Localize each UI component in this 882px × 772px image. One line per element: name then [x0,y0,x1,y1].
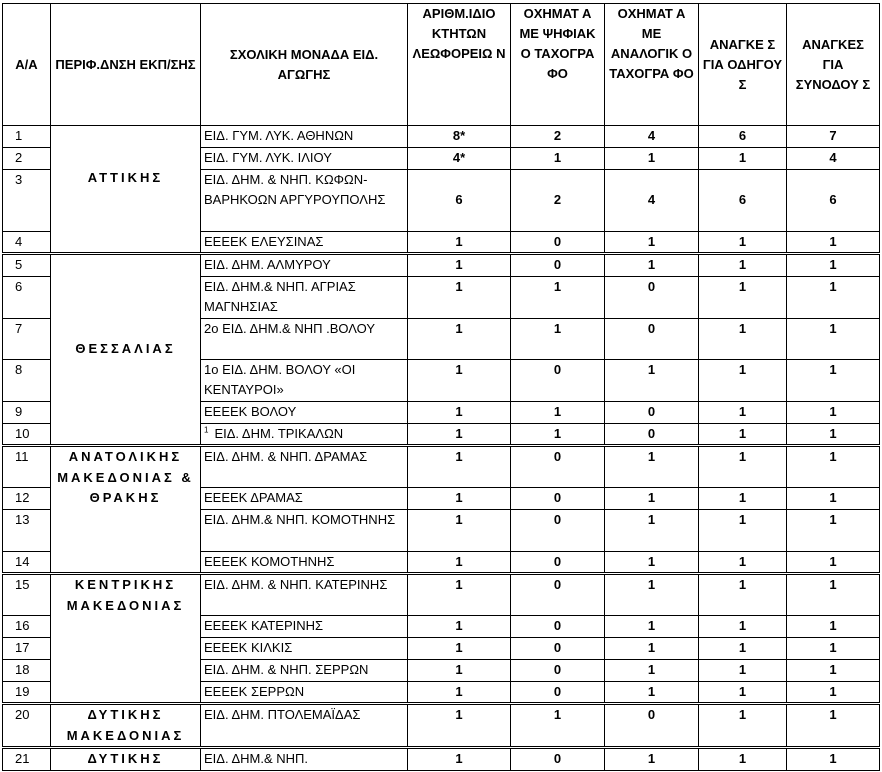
row-number: 12 [3,488,51,510]
value-buses: 1 [408,509,511,551]
value-analog: 1 [605,359,699,401]
row-number: 6 [3,276,51,318]
row-number: 7 [3,318,51,359]
row-number: 21 [3,748,51,771]
ordinal-superscript: 1 [204,425,209,435]
value-drivers: 1 [699,509,787,551]
row-number: 18 [3,659,51,681]
region-cell: ΚΕΝΤΡΙΚΗΣ ΜΑΚΕΔΟΝΙΑΣ [51,574,201,704]
value-escorts: 4 [787,147,880,169]
header-buses: ΑΡΙΘΜ.ΙΔΙΟ ΚΤΗΤΩΝ ΛΕΩΦΟΡΕΙΩ Ν [408,4,511,126]
value-escorts: 7 [787,126,880,148]
value-analog: 4 [605,169,699,231]
value-drivers: 1 [699,423,787,446]
school-name: ΕΕΕΕΚ ΣΕΡΡΩΝ [201,681,408,704]
header-analog: ΟΧΗΜΑΤ Α ΜΕ ΑΝΑΛΟΓΙΚ Ο ΤΑΧΟΓΡΑ ΦΟ [605,4,699,126]
value-drivers: 1 [699,147,787,169]
value-digital: 0 [511,616,605,638]
school-name: ΕΕΕΕΚ ΕΛΕΥΣΙΝΑΣ [201,231,408,254]
value-escorts: 1 [787,748,880,771]
value-digital: 1 [511,147,605,169]
region-cell: ΑΤΤΙΚΗΣ [51,126,201,254]
value-digital: 0 [511,231,605,254]
value-digital: 0 [511,638,605,660]
school-name: ΕΙΔ. ΓΥΜ. ΛΥΚ. ΙΛΙΟΥ [201,147,408,169]
table-row [3,446,880,488]
value-digital: 0 [511,446,605,488]
row-number: 11 [3,446,51,488]
row-number: 2 [3,147,51,169]
value-digital: 0 [511,359,605,401]
value-drivers: 1 [699,704,787,748]
school-name: ΕΙΔ. ΓΥΜ. ΛΥΚ. ΑΘΗΝΩΝ [201,126,408,148]
value-analog: 1 [605,551,699,574]
value-escorts: 1 [787,423,880,446]
row-number: 9 [3,401,51,423]
value-escorts: 1 [787,704,880,748]
school-name [201,423,408,446]
value-escorts: 1 [787,551,880,574]
value-digital: 0 [511,681,605,704]
region-cell: ΑΝΑΤΟΛΙΚΗΣ ΜΑΚΕΔΟΝΙΑΣ & ΘΡΑΚΗΣ [51,446,201,574]
school-name: ΕΕΕΕΚ ΚΟΜΟΤΗΝΗΣ [201,551,408,574]
value-analog: 1 [605,574,699,616]
row-number: 15 [3,574,51,616]
header-school: ΣΧΟΛΙΚΗ ΜΟΝΑΔΑ ΕΙΔ. ΑΓΩΓΗΣ [201,4,408,126]
value-digital: 0 [511,659,605,681]
value-analog: 1 [605,659,699,681]
value-buses: 1 [408,638,511,660]
value-escorts: 6 [787,169,880,231]
row-number: 4 [3,231,51,254]
value-buses: 1 [408,446,511,488]
row-number: 17 [3,638,51,660]
value-analog: 0 [605,276,699,318]
header-region: ΠΕΡΙΦ.ΔΝΣΗ ΕΚΠ/ΣΗΣ [51,4,201,126]
value-analog: 1 [605,147,699,169]
value-escorts: 1 [787,359,880,401]
row-number: 1 [3,126,51,148]
value-drivers: 1 [699,748,787,771]
vehicles-table [2,3,880,771]
table-row [3,254,880,277]
value-digital: 0 [511,488,605,510]
row-number: 8 [3,359,51,401]
value-digital: 1 [511,423,605,446]
value-analog: 0 [605,423,699,446]
value-escorts: 1 [787,509,880,551]
value-escorts: 1 [787,681,880,704]
value-buses: 1 [408,704,511,748]
value-digital: 0 [511,748,605,771]
table-row [3,748,880,771]
row-number: 19 [3,681,51,704]
value-buses: 1 [408,551,511,574]
value-drivers: 1 [699,231,787,254]
value-digital: 2 [511,126,605,148]
value-buses: 8* [408,126,511,148]
header-drivers: ΑΝΑΓΚΕ Σ ΓΙΑ ΟΔΗΓΟΥ Σ [699,4,787,126]
school-name: ΕΙΔ. ΔΗΜ. & ΝΗΠ. ΣΕΡΡΩΝ [201,659,408,681]
value-digital: 1 [511,276,605,318]
value-analog: 0 [605,318,699,359]
value-buses: 1 [408,276,511,318]
value-digital: 1 [511,318,605,359]
value-drivers: 1 [699,551,787,574]
table-row [3,704,880,748]
value-analog: 1 [605,638,699,660]
value-analog: 0 [605,704,699,748]
value-digital: 0 [511,551,605,574]
value-digital: 1 [511,704,605,748]
value-drivers: 1 [699,659,787,681]
value-buses: 1 [408,659,511,681]
school-name: 2ο ΕΙΔ. ΔΗΜ.& ΝΗΠ .ΒΟΛΟΥ [201,318,408,359]
header-digital: ΟΧΗΜΑΤ Α ΜΕ ΨΗΦΙΑΚ Ο ΤΑΧΟΓΡΑ ΦΟ [511,4,605,126]
row-number: 5 [3,254,51,277]
school-name: ΕΙΔ. ΔΗΜ. ΑΛΜΥΡΟΥ [201,254,408,277]
value-digital: 1 [511,401,605,423]
value-drivers: 1 [699,318,787,359]
value-digital: 0 [511,509,605,551]
value-escorts: 1 [787,276,880,318]
value-drivers: 1 [699,401,787,423]
value-drivers: 1 [699,681,787,704]
value-buses: 1 [408,359,511,401]
value-buses: 1 [408,616,511,638]
row-number: 20 [3,704,51,748]
table-row [3,574,880,616]
value-drivers: 1 [699,446,787,488]
school-name: ΕΕΕΕΚ ΒΟΛΟΥ [201,401,408,423]
value-escorts: 1 [787,401,880,423]
school-name: ΕΙΔ. ΔΗΜ. & ΝΗΠ. ΚΑΤΕΡΙΝΗΣ [201,574,408,616]
row-number: 10 [3,423,51,446]
value-buses: 1 [408,254,511,277]
row-number: 13 [3,509,51,551]
value-drivers: 6 [699,169,787,231]
school-name: ΕΙΔ. ΔΗΜ.& ΝΗΠ. ΑΓΡΙΑΣ ΜΑΓΝΗΣΙΑΣ [201,276,408,318]
school-name: ΕΕΕΕΚ ΚΙΛΚΙΣ [201,638,408,660]
header-aa: Α/Α [3,4,51,126]
value-escorts: 1 [787,318,880,359]
value-drivers: 1 [699,276,787,318]
header-row [3,4,880,126]
value-buses: 1 [408,231,511,254]
value-buses: 1 [408,318,511,359]
value-escorts: 1 [787,659,880,681]
value-drivers: 1 [699,616,787,638]
value-escorts: 1 [787,231,880,254]
school-name: ΕΙΔ. ΔΗΜ.& ΝΗΠ. ΚΟΜΟΤΗΝΗΣ [201,509,408,551]
value-drivers: 1 [699,574,787,616]
school-name: ΕΙΔ. ΔΗΜ. & ΝΗΠ. ΔΡΑΜΑΣ [201,446,408,488]
school-name: 1ο ΕΙΔ. ΔΗΜ. ΒΟΛΟΥ «ΟΙ ΚΕΝΤΑΥΡΟΙ» [201,359,408,401]
school-name: ΕΕΕΕΚ ΔΡΑΜΑΣ [201,488,408,510]
value-analog: 1 [605,681,699,704]
school-name-text: ΕΙΔ. ΔΗΜ. ΤΡΙΚΑΛΩΝ [214,425,344,441]
school-name: ΕΙΔ. ΔΗΜ. ΠΤΟΛΕΜΑΪΔΑΣ [201,704,408,748]
value-buses: 1 [408,748,511,771]
value-drivers: 1 [699,359,787,401]
value-buses: 1 [408,423,511,446]
value-buses: 1 [408,681,511,704]
table-row [3,126,880,148]
value-analog: 1 [605,748,699,771]
school-name: ΕΙΔ. ΔΗΜ.& ΝΗΠ. [201,748,408,771]
row-number: 16 [3,616,51,638]
value-digital: 2 [511,169,605,231]
value-escorts: 1 [787,254,880,277]
value-escorts: 1 [787,574,880,616]
value-escorts: 1 [787,616,880,638]
value-analog: 1 [605,446,699,488]
value-analog: 4 [605,126,699,148]
region-cell: ΘΕΣΣΑΛΙΑΣ [51,254,201,446]
row-number: 3 [3,169,51,231]
value-analog: 1 [605,488,699,510]
value-drivers: 1 [699,488,787,510]
region-cell: ΔΥΤΙΚΗΣ [51,748,201,771]
value-escorts: 1 [787,446,880,488]
value-buses: 6 [408,169,511,231]
value-escorts: 1 [787,638,880,660]
value-buses: 1 [408,574,511,616]
value-analog: 1 [605,231,699,254]
value-analog: 1 [605,616,699,638]
value-buses: 1 [408,401,511,423]
value-analog: 1 [605,509,699,551]
value-analog: 1 [605,254,699,277]
value-analog: 0 [605,401,699,423]
value-drivers: 6 [699,126,787,148]
value-digital: 0 [511,254,605,277]
value-digital: 0 [511,574,605,616]
school-name: ΕΕΕΕΚ ΚΑΤΕΡΙΝΗΣ [201,616,408,638]
value-escorts: 1 [787,488,880,510]
value-drivers: 1 [699,638,787,660]
header-escorts: ΑΝΑΓΚΕΣ ΓΙΑ ΣΥΝΟΔΟΥ Σ [787,4,880,126]
school-name: ΕΙΔ. ΔΗΜ. & ΝΗΠ. ΚΩΦΩΝ-ΒΑΡΗΚΟΩΝ ΑΡΓΥΡΟΥΠΟΛΗΣ [201,169,408,231]
region-cell: ΔΥΤΙΚΗΣ ΜΑΚΕΔΟΝΙΑΣ [51,704,201,748]
value-drivers: 1 [699,254,787,277]
value-buses: 1 [408,488,511,510]
row-number: 14 [3,551,51,574]
value-buses: 4* [408,147,511,169]
